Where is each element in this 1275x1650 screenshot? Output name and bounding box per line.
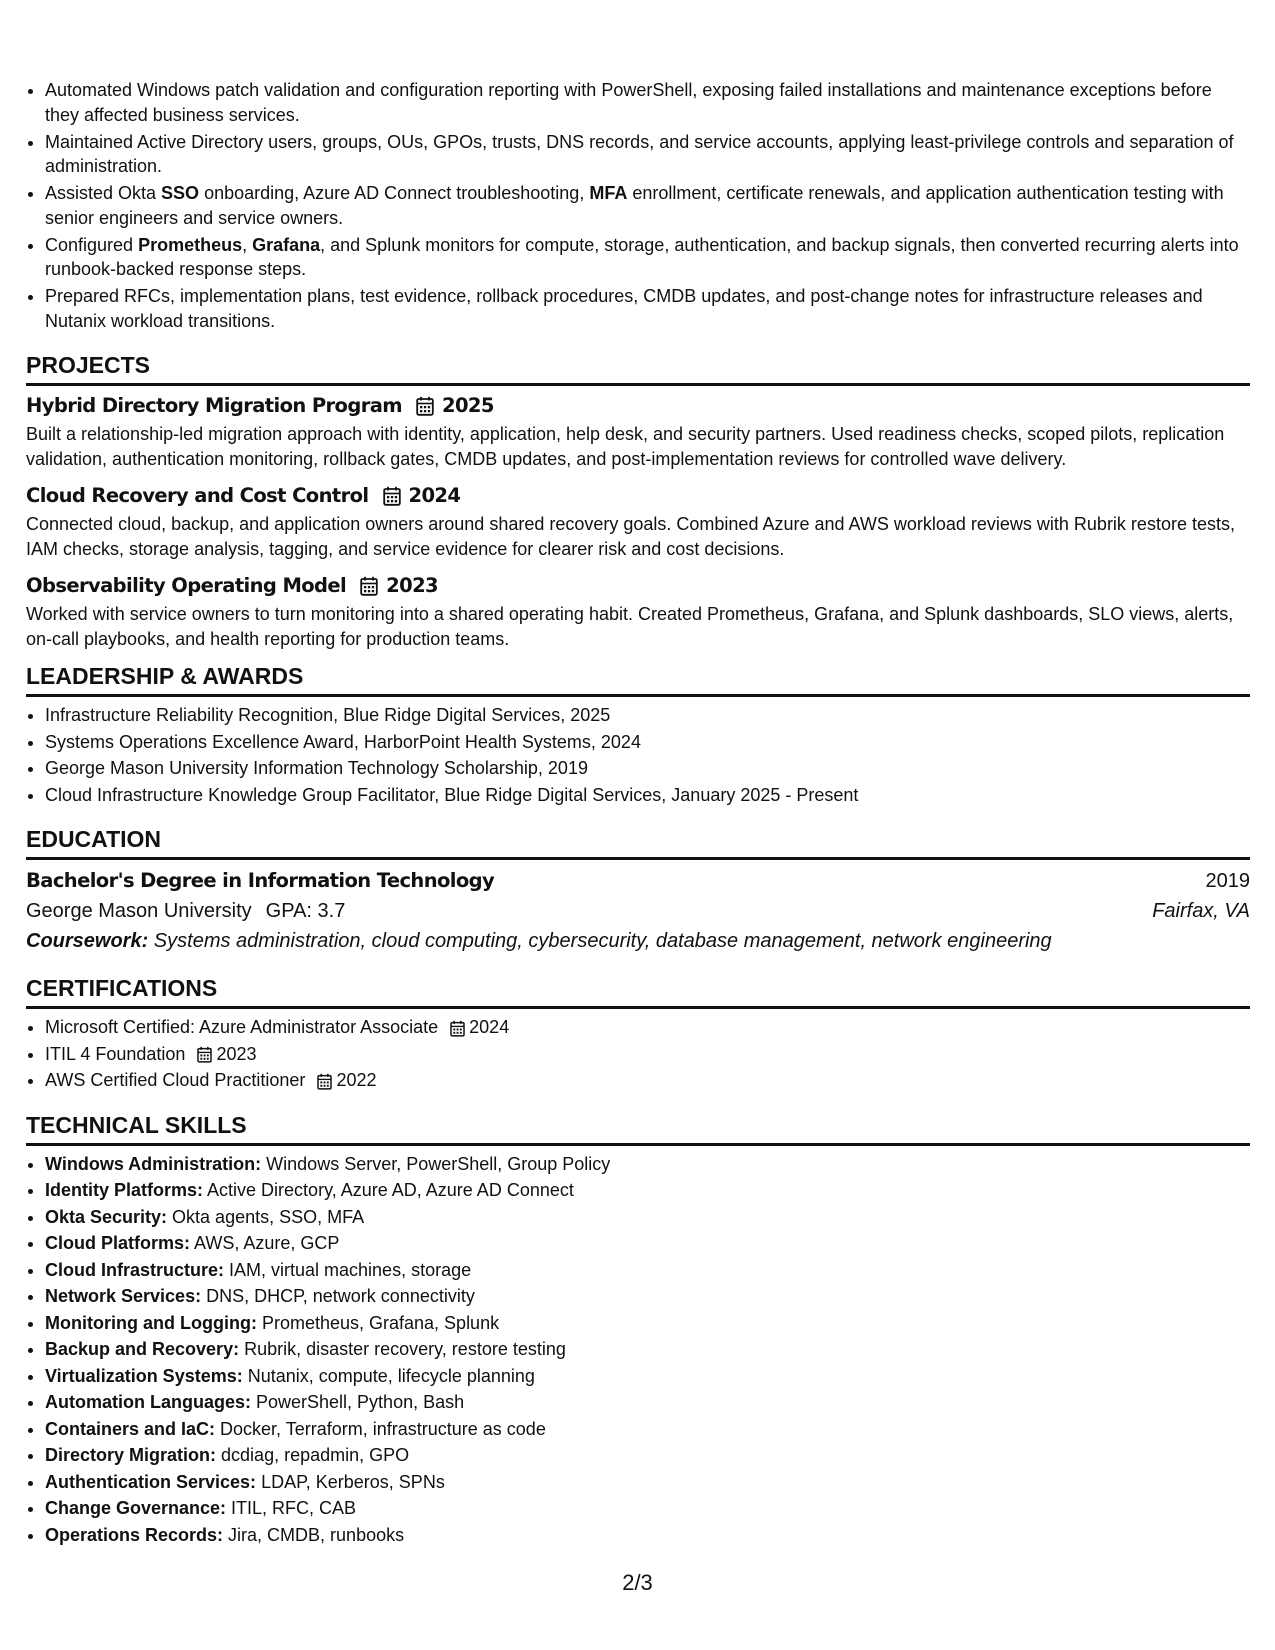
skill-value: AWS, Azure, GCP [190,1233,340,1253]
skill-item [45,1443,1250,1468]
skills-section [26,1111,1250,1548]
experience-bullet: • Configured Prometheus, Grafana, and Splunk monitors for compute, storage, authentication, and backup signals, then converted recurring alerts into runbook-backed response steps. [45,233,1250,282]
experience-bullets [26,78,1250,333]
skill-label: Network Services: [45,1286,202,1306]
skill-value: Nutanix, compute, lifecycle planning [242,1365,535,1386]
project-name: Hybrid Directory Migration Program [26,394,402,417]
skill-item [45,1205,1250,1230]
skill-label: Cloud Infrastructure: [45,1259,225,1280]
coursework-list: Systems administration, cloud computing, cybersecurity, database management, network engineering [148,930,1052,952]
page-number: 2/3 [622,1570,653,1595]
skills-list [26,1152,1250,1548]
project-item [26,392,1250,471]
project-name: Cloud Recovery and Cost Control [26,484,369,507]
section-title-certifications: CERTIFICATIONS [26,974,1250,1009]
skill-label: Authentication Services: [45,1471,257,1492]
skill-item [45,1470,1250,1495]
section-title-projects: PROJECTS [26,351,1250,386]
project-year: 2025 [442,394,494,417]
certification-year: 2023 [216,1043,257,1064]
coursework [26,926,1250,956]
skill-value: Docker, Terraform, infrastructure as code [215,1418,546,1439]
leadership-item: • Cloud Infrastructure Knowledge Group Facilitator, Blue Ridge Digital Services, January 2025 - Present [45,783,1250,808]
graduation-year: 2019 [1205,870,1250,892]
skill-label: Virtualization Systems: [45,1365,243,1386]
certification-item [45,1042,1250,1067]
calendar-icon [450,1020,465,1037]
certification-item [45,1015,1250,1040]
skill-value: dcdiag, repadmin, GPO [216,1445,410,1465]
skill-value: Windows Server, PowerShell, Group Policy [261,1153,611,1174]
skill-value: Jira, CMDB, runbooks [223,1524,405,1545]
resume-page [26,78,1250,1549]
calendar-icon [317,1073,332,1090]
calendar-icon [383,486,401,506]
skill-item [45,1364,1250,1389]
skill-value: PowerShell, Python, Bash [251,1392,465,1412]
skill-label: Cloud Platforms: [45,1233,191,1253]
skill-item [45,1390,1250,1415]
section-title-skills: TECHNICAL SKILLS [26,1111,1250,1146]
skill-item [45,1152,1250,1177]
skill-label: Change Governance: [45,1498,227,1518]
project-item [26,572,1250,651]
skill-item [45,1523,1250,1548]
skill-value: ITIL, RFC, CAB [226,1498,357,1518]
skill-label: Containers and IaC: [45,1418,216,1439]
experience-bullet: • Automated Windows patch validation and configuration reporting with PowerShell, exposing failed installations and maintenance exceptions before they affected business services. [45,78,1250,127]
school-name: George Mason University [26,900,252,922]
certification-name: AWS Certified Cloud Practitioner [45,1070,306,1090]
coursework-label: Coursework: [26,930,149,952]
project-year: 2024 [408,484,461,507]
skill-label: Directory Migration: [45,1445,217,1465]
calendar-icon [360,576,378,596]
certification-name: Microsoft Certified: Azure Administrator Associate [45,1017,439,1037]
skill-label: Backup and Recovery: [45,1339,240,1359]
experience-bullet: • Prepared RFCs, implementation plans, test evidence, rollback procedures, CMDB updates, and post-change notes for infrastructure releases and Nutanix workload transitions. [45,284,1250,333]
degree-title: Bachelor's Degree in Information Technology [26,869,495,892]
project-name: Observability Operating Model [26,574,347,597]
skill-value: Rubrik, disaster recovery, restore testing [239,1339,566,1359]
leadership-item: • George Mason University Information Technology Scholarship, 2019 [45,756,1250,781]
leadership-list [26,703,1250,807]
certification-item [45,1068,1250,1093]
skill-item [45,1258,1250,1283]
skill-value: IAM, virtual machines, storage [224,1259,472,1280]
project-item [26,482,1250,561]
school-location: Fairfax, VA [1152,900,1250,922]
skill-label: Operations Records: [45,1524,224,1545]
project-description: Built a relationship-led migration approach with identity, application, help desk, and security partners. Used readiness checks, scoped pilots, replication validation, authentication monitoring, rollback gates, CMDB updates, and post-implementation reviews for controlled wave delivery. [26,424,1225,469]
leadership-item: • Infrastructure Reliability Recognition, Blue Ridge Digital Services, 2025 [45,703,1250,728]
experience-bullet: • Assisted Okta SSO onboarding, Azure AD Connect troubleshooting, MFA enrollment, certificate renewals, and application authentication testing with senior engineers and service owners. [45,181,1250,230]
certifications-section [26,974,1250,1093]
section-title-leadership: LEADERSHIP & AWARDS [26,662,1250,697]
skill-item [45,1496,1250,1521]
skill-value: LDAP, Kerberos, SPNs [256,1471,445,1492]
leadership-item: • Systems Operations Excellence Award, HarborPoint Health Systems, 2024 [45,730,1250,755]
skill-label: Okta Security: [45,1206,168,1227]
skill-value: Active Directory, Azure AD, Azure AD Connect [203,1180,574,1200]
certification-year: 2024 [469,1017,510,1037]
section-title-education: EDUCATION [26,825,1250,860]
education-section [26,825,1250,956]
project-description: Connected cloud, backup, and application owners around shared recovery goals. Combined Azure and AWS workload reviews with Rubrik restore tests, IAM checks, storage analysis, tagging, and service evidence for clearer risk and cost decisions. [26,514,1235,559]
experience-bullet: • Maintained Active Directory users, groups, OUs, GPOs, trusts, DNS records, and service accounts, applying least-privilege controls and separation of administration. [45,130,1250,179]
calendar-icon [416,396,434,416]
skill-item [45,1417,1250,1442]
skill-item [45,1178,1250,1203]
certifications-list [26,1015,1250,1093]
skill-item [45,1337,1250,1362]
project-description: Worked with service owners to turn monitoring into a shared operating habit. Created Prometheus, Grafana, and Splunk dashboards, SLO views, alerts, on-call playbooks, and health reporting for production teams. [26,604,1234,649]
certification-name: ITIL 4 Foundation [45,1043,186,1064]
skill-label: Automation Languages: [45,1392,251,1412]
skill-value: Prometheus, Grafana, Splunk [256,1312,500,1333]
calendar-icon [197,1046,212,1063]
skill-value: Okta agents, SSO, MFA [167,1206,365,1227]
skill-item [45,1284,1250,1309]
skill-item [45,1311,1250,1336]
certification-year: 2022 [336,1070,377,1090]
gpa: GPA: 3.7 [265,900,346,922]
project-year: 2023 [386,574,439,597]
skill-label: Monitoring and Logging: [45,1312,257,1333]
skill-value: DNS, DHCP, network connectivity [201,1286,475,1306]
skill-item [45,1231,1250,1256]
skill-label: Identity Platforms: [45,1180,204,1200]
projects-section [26,351,1250,651]
skill-label: Windows Administration: [45,1153,262,1174]
leadership-section [26,662,1250,807]
